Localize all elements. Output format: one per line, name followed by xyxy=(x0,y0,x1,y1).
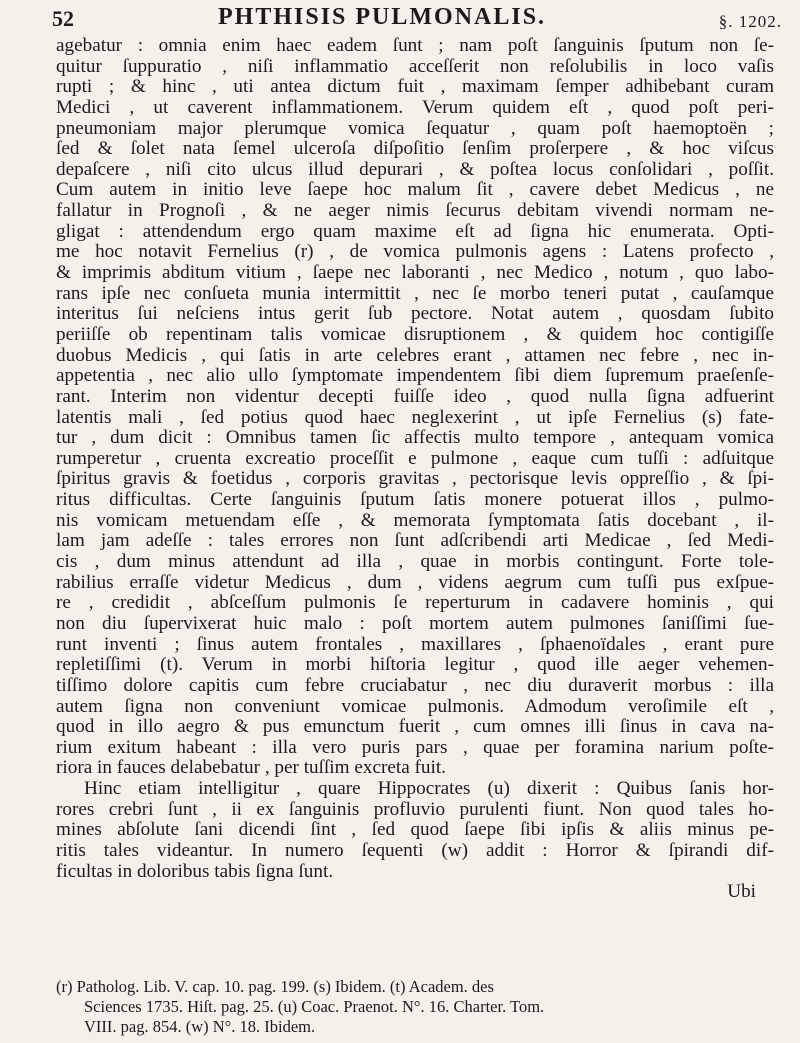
text-line: rans ipſe nec conſueta munia intermittit , nec ſe morbo teneri putat , cauſamque xyxy=(56,283,774,304)
text-line: duobus Medicis , qui ſatis in arte celebres erant , attamen nec febre , nec in- xyxy=(56,345,774,366)
running-title: PHTHISIS PULMONALIS. xyxy=(218,4,547,30)
text-line: periiſſe ob repentinam talis vomicae disruptionem , & quidem hoc contigiſſe xyxy=(56,324,774,345)
text-line: Ubi xyxy=(727,882,756,903)
footnote-line: (r) Patholog. Lib. V. cap. 10. pag. 199. (s) Ibidem. (t) Academ. des xyxy=(56,977,494,996)
text-line: Medici , ut caverent inflammationem. Verum quidem eſt , quod poſt peri- xyxy=(56,97,774,118)
text-line: & imprimis abditum vitium , ſaepe nec laboranti , nec Medico , notum , quo labo- xyxy=(56,263,774,284)
text-line: ritis tales videantur. In numero ſequenti (w) addit : Horror & ſpirandi dif- xyxy=(56,840,774,861)
footnotes xyxy=(56,977,774,1037)
text-line: tur , dum dicit : Omnibus tamen ſic affectis multo tempore , antequam vomica xyxy=(56,428,774,449)
text-line: rium exitum habeant : illa vero puris pars , quae per foramina narium poſte- xyxy=(56,737,774,758)
text-line: ritus difficultas. Certe ſanguinis ſputum ſatis monere potuerat illos , pulmo- xyxy=(56,490,774,511)
text-line: tiſſimo dolore capitis cum febre cruciabatur , nec diu duraverit morbus : illa xyxy=(56,675,774,696)
text-line: appetentia , nec alio ullo ſymptomate impendentem ſibi diem ſupremum praeſenſe- xyxy=(56,366,774,387)
text-line: interitus ſui neſciens intus gerit ſub pectore. Notat autem , quosdam ſubito xyxy=(56,304,774,325)
text-line: riora in fauces delabebatur , per tuſſim excreta fuit. xyxy=(56,758,446,779)
text-line: rant. Interim non videntur decepti fuiſſe ideo , quod nulla ſigna adfuerint xyxy=(56,386,774,407)
text-line: lam jam adeſſe : tales errores non ſunt adſcribendi arti Medicae , ſed Medi- xyxy=(56,531,774,552)
text-line: repletiſſimi (t). Verum in morbi hiſtoria legitur , quod ille aeger vehemen- xyxy=(56,655,774,676)
text-line: agebatur : omnia enim haec eadem ſunt ; nam poſt ſanguinis ſputum non ſe- xyxy=(56,36,774,56)
text-line: ſpiritus gravis & foetidus , corporis gravitas , pectorisque levis oppreſſio , & ſpi- xyxy=(56,469,774,490)
text-line: fallatur in Prognoſi , & ne aeger nimis ſecurus debitam vivendi normam ne- xyxy=(56,201,774,222)
text-line: runt inventi ; ſinus autem frontales , maxillares , ſphaenoïdales , erant pure xyxy=(56,634,774,655)
text-line: mines abſolute ſani dicendi ſint , ſed quod ſaepe ſibi ipſis & aliis minus pe- xyxy=(56,820,774,841)
text-line: Hinc etiam intelligitur , quare Hippocrates (u) dixerit : Quibus ſanis hor- xyxy=(84,779,774,800)
text-line: re , credidit , abſceſſum pulmonis ſe reperturum in cadavere hominis , qui xyxy=(56,593,774,614)
text-line: non diu ſupervixerat huic malo : poſt mortem autem pulmones ſaniſſimi ſue- xyxy=(56,613,774,634)
text-line: rumperetur , cruenta excreatio proceſſit e pulmone , eaque cum tuſſi : adſuitque xyxy=(56,448,774,469)
text-line: rabilius erraſſe videtur Medicus , dum , videns aegrum cum tuſſi pus exſpue- xyxy=(56,572,774,593)
text-line: Cum autem in initio leve ſaepe hoc malum ſit , cavere debet Medicus , ne xyxy=(56,180,774,201)
text-line: ficultas in doloribus tabis ſigna ſunt. xyxy=(56,861,334,882)
text-line: rupti ; & hinc , uti antea dictum fuit , maximam ſemper adhibebant curam xyxy=(56,77,774,98)
text-line: quitur ſuppuratio , niſi inflammatio acceſſerit non reſolubilis in loco vaſis xyxy=(56,56,774,77)
text-line: gligat : attendendum ergo quam maxime eſt ad ſigna hic enumerata. Opti- xyxy=(56,221,774,242)
footnote-line: VIII. pag. 854. (w) N°. 18. Ibidem. xyxy=(84,1017,316,1036)
text-line: autem ſigna non conveniunt vomicae pulmonis. Admodum veroſimile eſt , xyxy=(56,696,774,717)
footnote-line: Sciences 1735. Hiſt. pag. 25. (u) Coac. Praenot. N°. 16. Charter. Tom. xyxy=(84,997,545,1016)
section-number: §. 1202. xyxy=(718,12,782,31)
text-line: quod in illo aegro & pus emunctum fuerit , cum omnes illi ſinus in cava na- xyxy=(56,717,774,738)
text-line: ſed & ſolet nata ſemel ulceroſa diſpoſitio ſenſim proſerpere , & hoc viſcus xyxy=(56,139,774,160)
text-line: depaſcere , niſi cito ulcus illud depurari , & poſtea locus conſolidari , poſſit. xyxy=(56,159,774,180)
page-header xyxy=(52,4,792,34)
page-number: 52 xyxy=(52,6,74,31)
text-line: rores crebri ſunt , ii ex ſanguinis profluvio purulenti fiunt. Non quod tales ho- xyxy=(56,799,774,820)
text-line: nis vomicam metuendam eſſe , & memorata ſymptomata ſatis docebant , il- xyxy=(56,510,774,531)
text-line: cis , dum minus attendunt ad illa , quae in morbis contingunt. Forte tole- xyxy=(56,552,774,573)
text-line: pneumoniam major plerumque vomica ſequatur , quam poſt haemoptoën ; xyxy=(56,118,774,139)
text-line: me hoc notavit Fernelius (r) , de vomica pulmonis agens : Latens profecto , xyxy=(56,242,774,263)
text-line: latentis mali , ſed potius quod haec neglexerint , ut ipſe Fernelius (s) fate- xyxy=(56,407,774,428)
body-text xyxy=(56,36,774,903)
